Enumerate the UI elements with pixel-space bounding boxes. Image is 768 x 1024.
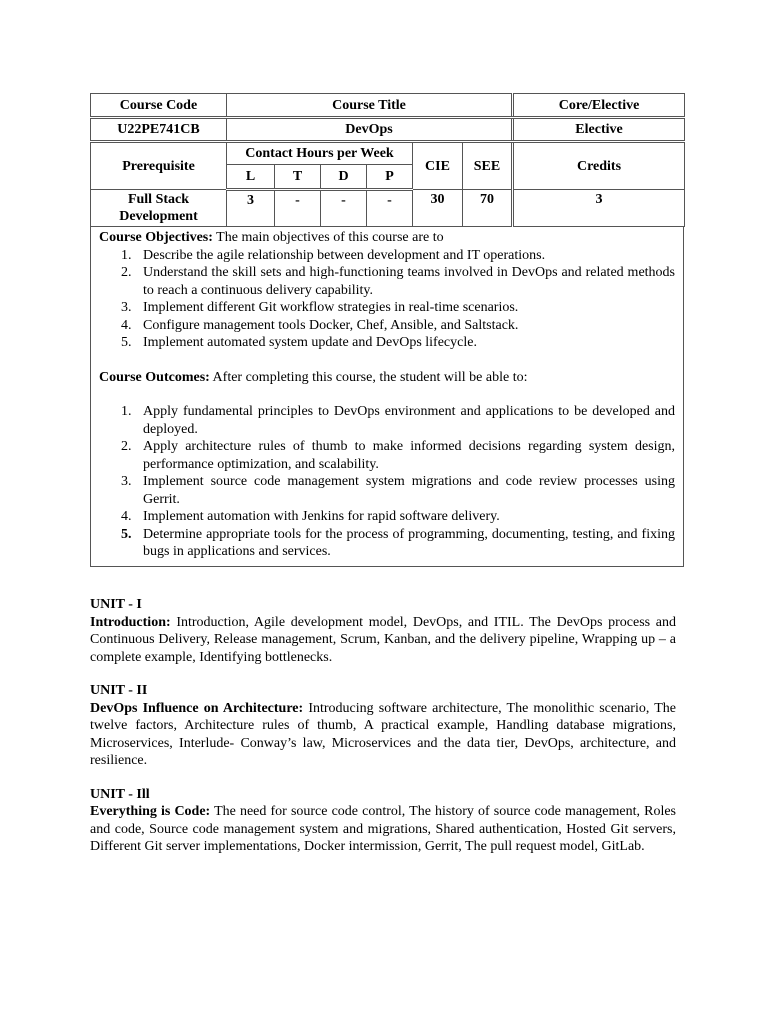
course-type: Elective xyxy=(513,118,685,142)
header-see: SEE xyxy=(463,142,513,190)
outcome-item xyxy=(99,403,675,438)
outcome-text: Determine appropriate tools for the process of programming, documenting, testing, and fixing bugs in applications and services. xyxy=(143,526,675,559)
outcome-item xyxy=(99,473,675,508)
prerequisite-value: Full Stack Development xyxy=(91,190,227,227)
outcomes-intro-text: After completing this course, the student will be able to: xyxy=(212,369,528,385)
outcomes-list xyxy=(99,403,675,561)
unit-body xyxy=(90,700,676,770)
outcome-text: Implement source code management system migrations and code review processes using Gerrit. xyxy=(143,474,675,507)
outcome-number: 5. xyxy=(121,526,132,542)
course-sheet xyxy=(90,93,684,567)
p-value: - xyxy=(367,190,413,227)
outcome-item xyxy=(99,508,675,526)
outcome-number: 1. xyxy=(121,404,132,419)
unit-body xyxy=(90,803,676,856)
objectives-intro xyxy=(99,229,675,247)
objective-text: Understand the skill sets and high-functioning teams involved in DevOps and related methods to reach a continuous delivery capability. xyxy=(143,265,675,298)
objective-number: 2. xyxy=(121,265,132,280)
objective-number: 5. xyxy=(121,335,132,350)
objective-item xyxy=(99,299,675,317)
syllabus-units xyxy=(90,596,676,872)
outcome-item xyxy=(99,438,675,473)
objective-item xyxy=(99,334,675,352)
header-course-code: Course Code xyxy=(91,94,227,118)
outcome-text: Apply fundamental principles to DevOps environment and applications to be developed and deployed. xyxy=(143,404,675,437)
objective-item xyxy=(99,264,675,299)
objective-text: Implement different Git workflow strategies in real-time scenarios. xyxy=(143,300,519,315)
course-table xyxy=(90,93,685,227)
objectives-list xyxy=(99,247,675,352)
unit-text: Introducing software architecture, The monolithic scenario, The twelve factors, Architecture rules of thumb, A practical example, Handling database migrations, Microservices, Interlude- Conway’s law, Microservices and the data tier, DevOps, architecture, and resilience. xyxy=(90,700,676,768)
outcome-number: 2. xyxy=(121,439,132,454)
unit-body xyxy=(90,614,676,667)
header-contact-hours: Contact Hours per Week xyxy=(227,142,413,165)
outcome-number: 4. xyxy=(121,509,132,524)
objective-text: Configure management tools Docker, Chef, Ansible, and Saltstack. xyxy=(143,317,519,333)
l-value: 3 xyxy=(227,190,275,227)
unit-text: The need for source code control, The history of source code management, Roles and code, Source code management system and migrations, Shared authentication, Hosted Git servers, Different Git server implementations, Docker intermission, Gerrit, The pull request model, GitLab. xyxy=(90,804,677,854)
credits-value: 3 xyxy=(513,190,685,227)
outcome-text: Apply architecture rules of thumb to make informed decisions regarding system design, performance optimization, and scalability. xyxy=(143,439,675,472)
header-p: P xyxy=(367,165,413,190)
header-core-elective: Core/Elective xyxy=(513,94,685,118)
unit-lead: DevOps Influence on Architecture: xyxy=(90,700,304,716)
header-l: L xyxy=(227,165,275,190)
objectives-outcomes-box xyxy=(90,227,684,567)
objective-item xyxy=(99,247,675,265)
objective-text: Describe the agile relationship between development and IT operations. xyxy=(143,247,546,263)
cie-value: 30 xyxy=(413,190,463,227)
outcome-item xyxy=(99,526,675,561)
unit-heading: UNIT - I xyxy=(90,597,142,612)
unit-heading: UNIT - Ill xyxy=(90,786,150,802)
header-t: T xyxy=(275,165,321,190)
outcomes-label: Course Outcomes: xyxy=(99,369,210,385)
outcome-number: 3. xyxy=(121,474,132,489)
d-value: - xyxy=(321,190,367,227)
objective-number: 4. xyxy=(121,317,132,333)
objective-item xyxy=(99,317,675,335)
course-title: DevOps xyxy=(227,118,513,142)
header-credits: Credits xyxy=(513,142,685,190)
unit-text: Introduction, Agile development model, DevOps, and ITIL. The DevOps process and Continuous Delivery, Release management, Scrum, Kanban, and the delivery pipeline, Wrapping up – a complete example, Identifying bottlenecks. xyxy=(90,614,676,665)
header-course-title: Course Title xyxy=(227,94,513,118)
unit-section xyxy=(90,786,676,856)
objective-number: 3. xyxy=(121,300,132,315)
objectives-intro-text: The main objectives of this course are to xyxy=(216,230,444,245)
objectives-label: Course Objectives: xyxy=(99,230,213,245)
header-cie: CIE xyxy=(413,142,463,190)
course-code: U22PE741CB xyxy=(91,118,227,142)
objective-number: 1. xyxy=(121,247,132,263)
header-d: D xyxy=(321,165,367,190)
outcomes-intro xyxy=(99,369,675,387)
unit-lead: Everything is Code: xyxy=(90,804,211,819)
outcome-text: Implement automation with Jenkins for rapid software delivery. xyxy=(143,509,500,524)
see-value: 70 xyxy=(463,190,513,227)
unit-lead: Introduction: xyxy=(90,614,171,630)
header-prerequisite: Prerequisite xyxy=(91,142,227,190)
t-value: - xyxy=(275,190,321,227)
unit-section xyxy=(90,596,676,666)
unit-heading: UNIT - II xyxy=(90,683,148,698)
unit-section xyxy=(90,682,676,770)
objective-text: Implement automated system update and DevOps lifecycle. xyxy=(143,335,477,350)
